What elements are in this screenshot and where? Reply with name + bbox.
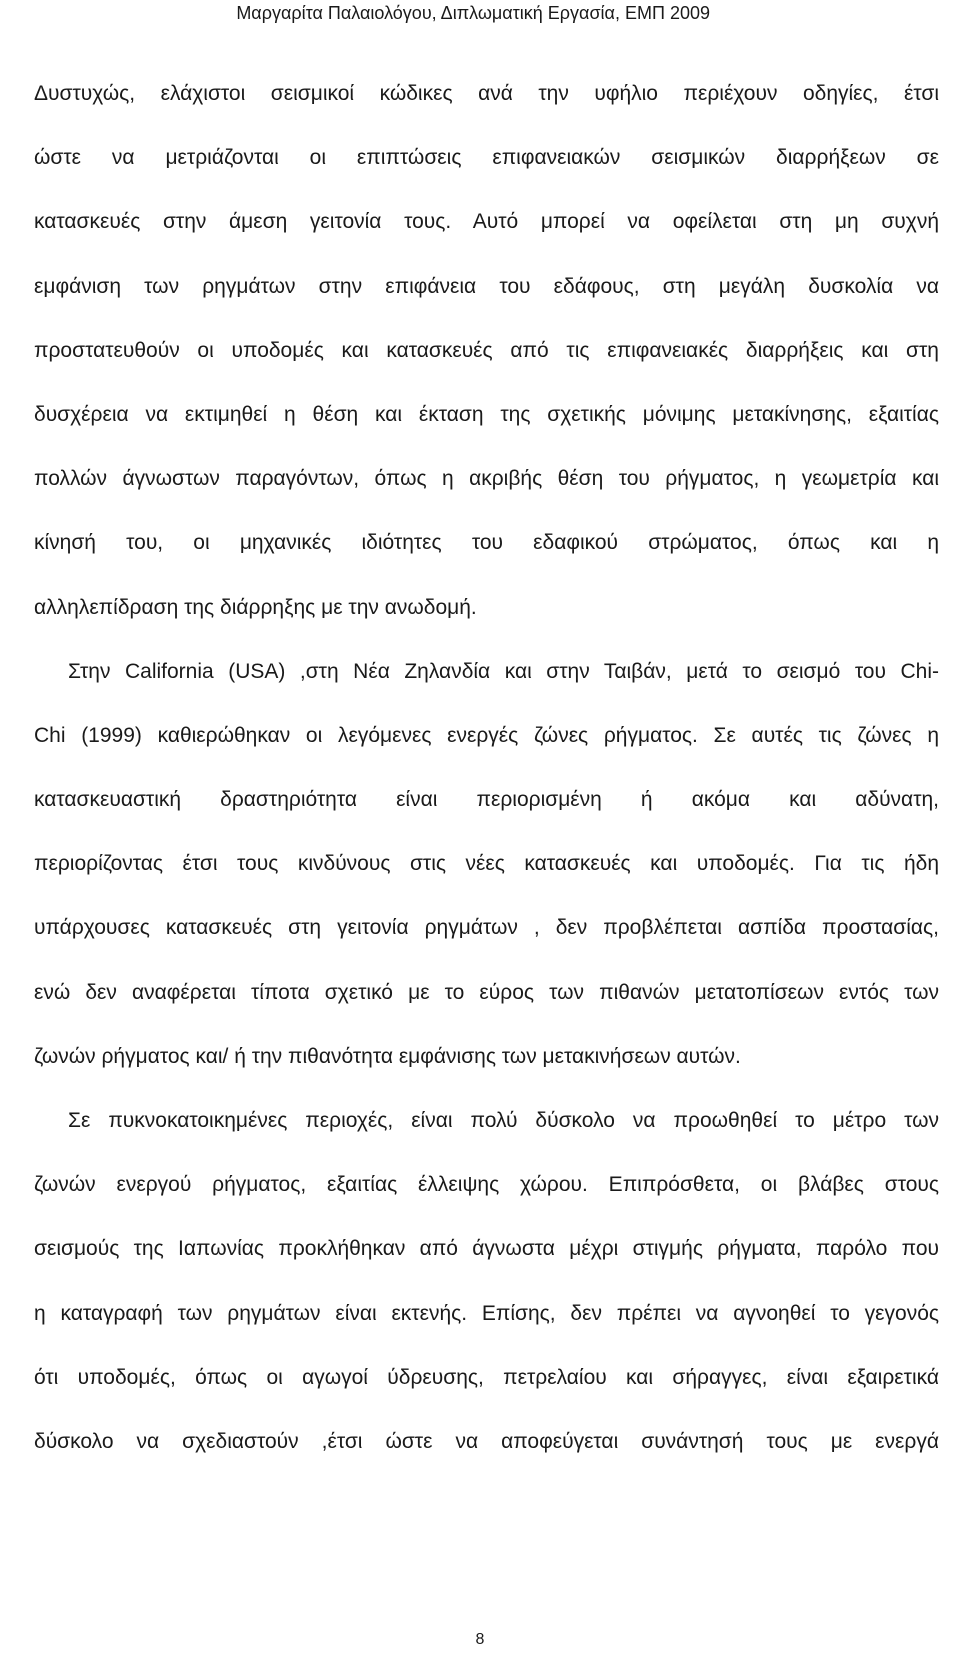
text-line: πολλών άγνωστων παραγόντων, όπως η ακριβής θέση του ρήγματος, η γεωμετρία και — [34, 467, 939, 491]
text-line: Δυστυχώς, ελάχιστοι σεισμικοί κώδικες ανά την υφήλιο περιέχουν οδηγίες, έτσι — [34, 82, 939, 105]
text-line: υπάρχουσες κατασκευές στη γειτονία ρηγμάτων , δεν προβλέπεται ασπίδα προστασίας, — [34, 916, 939, 940]
text-line: ώστε να μετριάζονται οι επιπτώσεις επιφανειακών σεισμικών διαρρήξεων σε — [34, 146, 939, 170]
text-line: προστατευθούν οι υποδομές και κατασκευές από τις επιφανειακές διαρρήξεις και στη — [34, 338, 939, 362]
text-line: η καταγραφή των ρηγμάτων είναι εκτενής. Επίσης, δεν πρέπει να αγνοηθεί το γεγονός — [34, 1301, 939, 1325]
paragraph-start-line: Στην California (USA) ,στη Νέα Ζηλανδία και στην Ταιβάν, μετά το σεισμό του Chi- — [68, 659, 939, 683]
paragraph-start-line: Σε πυκνοκατοικημένες περιοχές, είναι πολύ δύσκολο να προωθηθεί το μέτρο των — [68, 1109, 939, 1132]
paragraph-end-line: αλληλεπίδραση της διάρρηξης με την ανωδομή. — [34, 595, 477, 619]
text-line: κατασκευαστική δραστηριότητα είναι περιορισμένη ή ακόμα και αδύνατη, — [34, 788, 939, 812]
page-number: 8 — [475, 1631, 485, 1648]
text-line: δυσχέρεια να εκτιμηθεί η θέση και έκταση της σχετικής μόνιμης μετακίνησης, εξαιτίας — [34, 402, 939, 426]
text-line: ενώ δεν αναφέρεται τίποτα σχετικό με το εύρος των πιθανών μετατοπίσεων εντός των — [34, 980, 939, 1004]
text-line: εμφάνιση των ρηγμάτων στην επιφάνεια του εδάφους, στη μεγάλη δυσκολία να — [34, 274, 939, 298]
paragraph-end-line: ζωνών ρήγματος και/ ή την πιθανότητα εμφάνισης των μετακινήσεων αυτών. — [34, 1044, 741, 1068]
text-line: ότι υποδομές, όπως οι αγωγοί ύδρευσης, πετρελαίου και σήραγγες, είναι εξαιρετικά — [34, 1365, 939, 1389]
text-line: δύσκολο να σχεδιαστούν ,έτσι ώστε να αποφεύγεται συνάντησή τους με ενεργά — [34, 1429, 939, 1453]
text-line: κίνησή του, οι μηχανικές ιδιότητες του εδαφικού στρώματος, όπως και η — [34, 531, 939, 555]
text-line: περιορίζοντας έτσι τους κινδύνους στις νέες κατασκευές και υποδομές. Για τις ήδη — [34, 852, 939, 876]
running-header: Μαργαρίτα Παλαιολόγου, Διπλωματική Εργασία, ΕΜΠ 2009 — [236, 3, 710, 23]
text-line: σεισμούς της Ιαπωνίας προκλήθηκαν από άγνωστα μέχρι στιγμής ρήγματα, παρόλο που — [34, 1237, 939, 1261]
text-line: ζωνών ενεργού ρήγματος, εξαιτίας έλλειψης χώρου. Επιπρόσθετα, οι βλάβες στους — [34, 1173, 939, 1197]
text-line: Chi (1999) καθιερώθηκαν οι λεγόμενες ενεργές ζώνες ρήγματος. Σε αυτές τις ζώνες η — [34, 723, 939, 747]
text-line: κατασκευές στην άμεση γειτονία τους. Αυτό μπορεί να οφείλεται στη μη συχνή — [34, 210, 939, 234]
body-text — [34, 62, 939, 1474]
